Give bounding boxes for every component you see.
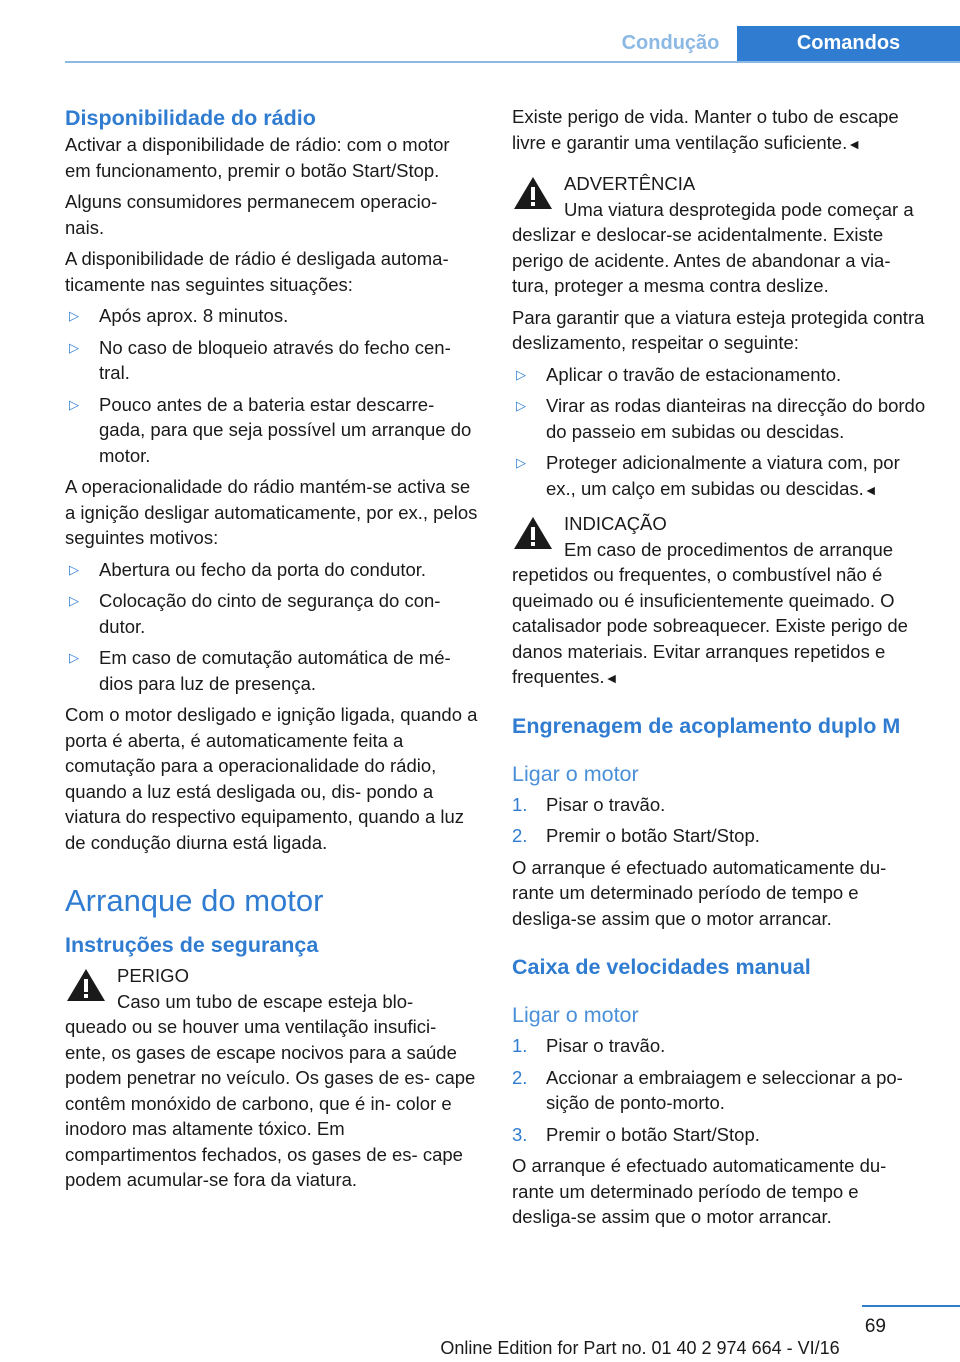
list-item: ▷ Pouco antes de a bateria estar descarre‐ gada, para que seja possível um arranque do motor. — [69, 393, 472, 466]
edition-note: Online Edition for Part no. 01 40 2 974 664 - VI/16 — [440, 1338, 840, 1358]
note-title: INDICAÇÃO — [564, 513, 667, 534]
list-item: 3. Premir o botão Start/Stop. — [512, 1123, 760, 1145]
bullet-triangle-icon: ▷ — [69, 561, 79, 577]
warning-triangle-icon — [512, 515, 554, 551]
radio-availability-heading: Disponibilidade do rádio — [65, 106, 316, 130]
radio-paragraph-3: A disponibilidade de rádio é desligada automa‐ ticamente nas seguintes situações: — [65, 248, 449, 295]
list-item: ▷ Virar as rodas dianteiras na direcção do bordo do passeio em subidas ou descidas. — [516, 395, 926, 442]
radio-paragraph-5: Com o motor desligado e ignição ligada, quando a porta é aberta, é automaticamente feita a comutação para a operacionalidade do rádio, quando a luz está desligada ou, dis‐ pondo a viatura do respectivo equipamento, quando a luz de condução diurna está ligada. — [65, 704, 478, 853]
danger-title: PERIGO — [117, 965, 189, 986]
bullet-triangle-icon: ▷ — [516, 366, 526, 382]
manual-gearbox-heading: Caixa de velocidades manual — [512, 955, 811, 979]
bullet-triangle-icon: ▷ — [516, 398, 526, 413]
warning-notice — [512, 171, 926, 299]
list-item: ▷ Após aprox. 8 minutos. — [65, 303, 479, 329]
list-item: ▷ Aplicar o travão de estacionamento. — [512, 362, 926, 388]
radio-active-list — [65, 557, 479, 697]
warning-text: Uma viatura desprotegida pode começar a deslizar e deslocar-se acidentalmente. Existe perigo de acidente. Antes de abandonar a via‐ tura, proteger a mesma contra deslize. — [512, 198, 914, 296]
end-marker: ◄ — [847, 135, 862, 152]
list-item: 2. Premir o botão Start/Stop. — [512, 825, 760, 846]
bullet-triangle-icon: ▷ — [69, 650, 79, 665]
radio-off-list — [65, 303, 479, 468]
bullet-triangle-icon: ▷ — [516, 455, 526, 470]
end-marker: ◄ — [604, 670, 619, 686]
list-item: ▷ No caso de bloqueio através do fecho cen‐ tral. — [69, 336, 451, 383]
radio-paragraph-4: A operacionalidade do rádio mantém-se activa se a ignição desligar automaticamente, por ex., pelos seguintes motivos: — [65, 476, 478, 548]
list-item: ▷ Proteger adicionalmente a viatura com, por ex., um calço em subidas ou descidas.◄ — [516, 452, 900, 499]
list-item: ▷ Em caso de comutação automática de mé‐ dios para luz de presença. — [69, 647, 451, 694]
secure-list — [512, 362, 926, 504]
list-item: 1. Pisar o travão. — [512, 1035, 666, 1056]
left-column — [65, 104, 479, 1199]
note-notice — [512, 511, 926, 692]
note-text: Em caso de procedimentos de arranque repetidos ou frequentes, o combustível não é queimado ou é insuficientemente queimado. O catalisador pode sobreaquecer. Existe perigo de danos materiais. Evitar arranques repetidos e frequentes. — [512, 538, 908, 687]
dct-heading: Engrenagem de acoplamento duplo M — [512, 713, 901, 738]
end-marker: ◄ — [863, 481, 878, 498]
start-engine-heading-2: Ligar o motor — [512, 1003, 639, 1027]
radio-paragraph-1: Activar a disponibilidade de rádio: com o motor em funcionamento, premir o botão Start/Stop. — [65, 134, 450, 181]
start-engine-heading-1: Ligar o motor — [512, 761, 639, 786]
right-column — [512, 104, 926, 1236]
list-item: 1. Pisar o travão. — [512, 793, 666, 815]
list-item: 2. Accionar a embraiagem e seleccionar a po‐ sição de ponto-morto. — [512, 1066, 903, 1113]
engine-start-heading: Arranque do motor — [65, 883, 324, 918]
header-section-comandos: Comandos — [737, 26, 960, 61]
manual-steps — [512, 1033, 926, 1147]
radio-paragraph-2: Alguns consumidores permanecem operacio‐ nais. — [65, 191, 438, 238]
header-section-conducao: Condução — [621, 32, 720, 54]
warning-title: ADVERTÊNCIA — [564, 173, 696, 194]
danger-continuation: Existe perigo de vida. Manter o tubo de escape livre e garantir uma ventilação suficiente.◄ — [512, 106, 899, 153]
list-item: ▷ Abertura ou fecho da porta do condutor. — [65, 557, 479, 583]
danger-text: Caso um tubo de escape esteja blo‐ queado ou se houver uma ventilação insufici‐ ente, os gases de escape nocivos para a saúde podem penetrar no veículo. Os gases de es‐ cape contêm monóxido de carbono, que é in‐ color e inodoro mas altamente tóxico. Em compartimentos fechados, os gases de es‐ cape podem acumular-se fora da viatura. — [65, 990, 476, 1190]
safety-instructions-heading: Instruções de segurança — [65, 933, 319, 957]
bullet-triangle-icon: ▷ — [69, 396, 79, 412]
footer-rule — [862, 1305, 960, 1307]
warning-triangle-icon — [512, 175, 554, 211]
bullet-triangle-icon: ▷ — [69, 308, 79, 323]
warning-triangle-icon — [65, 967, 107, 1003]
header-rule — [65, 61, 960, 63]
list-item: ▷ Colocação do cinto de segurança do con‐ dutor. — [69, 590, 441, 637]
dct-steps — [512, 792, 926, 849]
secure-paragraph: Para garantir que a viatura esteja protegida contra deslizamento, respeitar o seguinte: — [512, 306, 925, 353]
danger-notice — [65, 963, 479, 1193]
bullet-triangle-icon: ▷ — [69, 593, 79, 608]
manual-auto-paragraph: O arranque é efectuado automaticamente du‐ rante um determinado período de tempo e desliga-se assim que o motor arrancar. — [512, 1155, 887, 1227]
bullet-triangle-icon: ▷ — [69, 339, 79, 355]
dct-auto-paragraph: O arranque é efectuado automaticamente du‐ rante um determinado período de tempo e desliga-se assim que o motor arrancar. — [512, 856, 887, 929]
page-number: 69 — [864, 1316, 886, 1337]
